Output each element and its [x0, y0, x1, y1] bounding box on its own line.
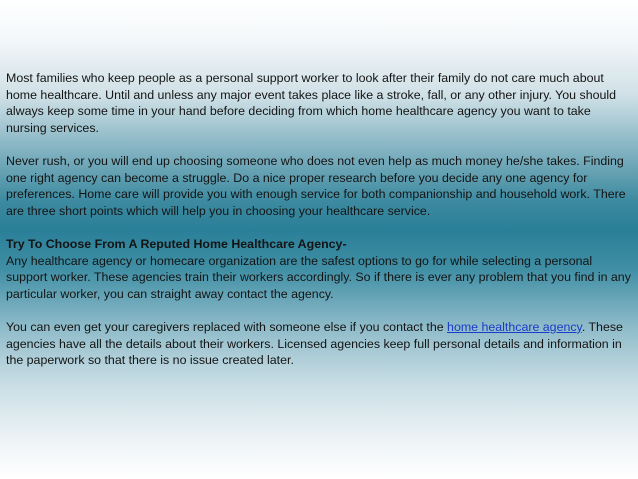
- paragraph-caregivers-text-before: You can even get your caregivers replaced with someone else if you contact the: [6, 319, 448, 334]
- paragraph-caregivers-text-after: . These agencies have all the details about their workers. Licensed agencies keep full personal details and information in the paperwork so that there is no issue created later.: [6, 319, 623, 368]
- slide-body-text: [6, 70, 632, 385]
- paragraph-agency-options: Any healthcare agency or homecare organization are the safest options to go for while selecting a personal support worker. These agencies train their workers accordingly. So if there is ever any problem that you find in any particular worker, you can straight away contact the agency.: [6, 253, 631, 301]
- home-healthcare-agency-link[interactable]: home healthcare agency: [447, 319, 582, 334]
- paragraph-never-rush: Never rush, or you will end up choosing someone who does not even help as much money he/she takes. Finding one right agency can become a struggle. Do a nice proper research before you decide any one agency for preferences. Home care will provide you with enough service for both companionship and household work. There are three short points which will help you in choosing your healthcare service.: [6, 153, 626, 218]
- section-reputed-agency: [6, 236, 632, 302]
- paragraph-caregivers-replaced: [6, 319, 632, 369]
- paragraph-intro: Most families who keep people as a personal support worker to look after their family do not care much about home healthcare. Until and unless any major event takes place like a stroke, fall, or any other injury. You should always keep some time in your hand before deciding from which home healthcare agency you want to take nursing services.: [6, 71, 617, 135]
- section-heading: Try To Choose From A Reputed Home Healthcare Agency-: [6, 236, 347, 251]
